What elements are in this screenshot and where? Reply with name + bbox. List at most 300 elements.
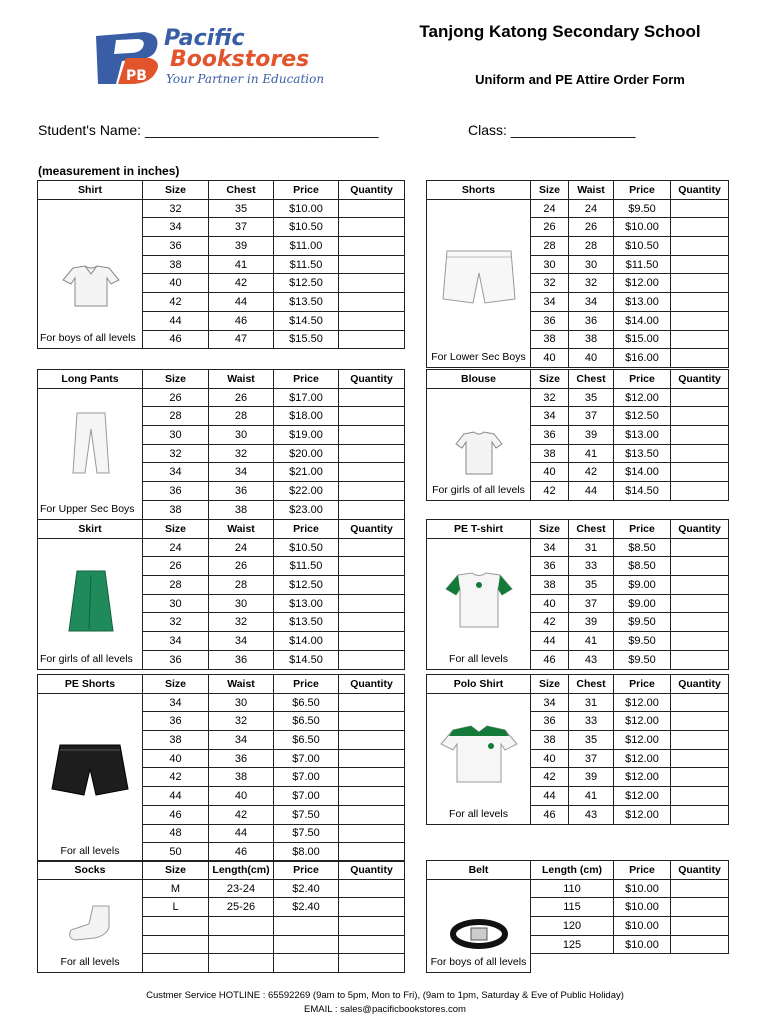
table-header-row [427, 370, 729, 389]
price-cell: $7.00 [274, 749, 339, 768]
quantity-cell[interactable] [339, 538, 405, 557]
quantity-cell[interactable] [671, 349, 729, 368]
quantity-cell[interactable] [671, 274, 729, 293]
quantity-cell[interactable] [339, 330, 405, 349]
header-cell: Waist [209, 370, 274, 389]
price-cell: $13.00 [614, 426, 671, 445]
class-field[interactable]: Class: ________________ [468, 122, 636, 138]
price-cell: $8.50 [614, 557, 671, 576]
quantity-cell[interactable] [671, 330, 729, 349]
quantity-cell[interactable] [671, 632, 729, 651]
quantity-cell[interactable] [671, 576, 729, 595]
pe-shorts-table [37, 674, 405, 862]
quantity-cell[interactable] [339, 954, 405, 973]
header-cell: Price [274, 861, 339, 880]
price-cell: $7.00 [274, 787, 339, 806]
price-cell [274, 935, 339, 954]
quantity-cell[interactable] [339, 557, 405, 576]
header-cell: Shorts [427, 181, 531, 200]
quantity-cell[interactable] [671, 898, 729, 917]
skirt-image [67, 569, 115, 633]
polo-shirt-image [439, 724, 519, 784]
price-cell: $10.00 [614, 898, 671, 917]
quantity-cell[interactable] [671, 787, 729, 806]
header-cell: Size [531, 520, 569, 539]
table-row [38, 879, 405, 898]
header-cell: Belt [427, 861, 531, 880]
size-cell: 42 [531, 482, 569, 501]
table-row [427, 199, 729, 218]
size-cell: 44 [143, 787, 209, 806]
form-title: Uniform and PE Attire Order Form [475, 72, 685, 87]
quantity-cell[interactable] [671, 879, 729, 898]
quantity-cell[interactable] [339, 917, 405, 936]
table-header-row [427, 181, 729, 200]
measure-cell: 36 [209, 482, 274, 501]
quantity-cell[interactable] [339, 576, 405, 595]
measure-cell: 46 [209, 843, 274, 862]
price-cell: $6.50 [274, 731, 339, 750]
size-cell: 36 [531, 557, 569, 576]
measure-cell: 31 [569, 693, 614, 712]
shorts-image-cell [427, 199, 531, 367]
header-cell: Skirt [38, 520, 143, 539]
quantity-cell[interactable] [671, 463, 729, 482]
price-cell: $6.50 [274, 693, 339, 712]
size-cell [143, 954, 209, 973]
price-cell: $12.00 [614, 805, 671, 824]
measure-cell: 37 [569, 594, 614, 613]
price-cell: $13.50 [274, 293, 339, 312]
size-cell: 34 [531, 407, 569, 426]
size-cell: 32 [143, 199, 209, 218]
price-cell: $12.00 [614, 712, 671, 731]
price-cell: $12.00 [614, 749, 671, 768]
measure-cell: 37 [569, 749, 614, 768]
shirt-table [37, 180, 405, 349]
quantity-cell[interactable] [671, 731, 729, 750]
size-cell: 44 [531, 787, 569, 806]
table-header-row [427, 520, 729, 539]
measure-cell: 30 [209, 426, 274, 445]
quantity-cell[interactable] [339, 632, 405, 651]
quantity-cell[interactable] [671, 594, 729, 613]
price-cell: $10.00 [614, 879, 671, 898]
quantity-cell[interactable] [671, 805, 729, 824]
measure-cell: 26 [209, 388, 274, 407]
size-cell: 44 [531, 632, 569, 651]
price-cell: $12.00 [614, 693, 671, 712]
price-cell: $2.40 [274, 898, 339, 917]
size-cell: 34 [143, 693, 209, 712]
size-cell: 30 [143, 594, 209, 613]
header-cell: Length (cm) [531, 861, 614, 880]
availability-note: For girls of all levels [40, 652, 133, 665]
price-cell: $11.50 [614, 255, 671, 274]
price-cell: $17.00 [274, 388, 339, 407]
price-cell: $9.00 [614, 594, 671, 613]
availability-note: For Upper Sec Boys [40, 502, 135, 515]
quantity-cell[interactable] [671, 917, 729, 936]
price-cell: $11.00 [274, 237, 339, 256]
size-cell: 32 [143, 613, 209, 632]
size-cell: 34 [143, 218, 209, 237]
size-cell [143, 917, 209, 936]
quantity-cell[interactable] [339, 274, 405, 293]
size-cell: 36 [531, 426, 569, 445]
quantity-cell[interactable] [339, 407, 405, 426]
measure-cell: 43 [569, 650, 614, 669]
shirt-image-cell [38, 199, 143, 349]
header-cell: Length(cm) [209, 861, 274, 880]
size-cell: 46 [531, 650, 569, 669]
quantity-cell[interactable] [339, 805, 405, 824]
size-cell: 40 [531, 749, 569, 768]
length-cell: 110 [531, 879, 614, 898]
table-header-row [427, 675, 729, 694]
quantity-cell[interactable] [671, 650, 729, 669]
price-cell: $7.50 [274, 805, 339, 824]
quantity-cell[interactable] [339, 500, 405, 519]
belt-table [426, 860, 729, 973]
polo-shirt-image-cell [427, 693, 531, 824]
size-cell: 36 [143, 650, 209, 669]
price-cell: $10.00 [614, 917, 671, 936]
quantity-cell[interactable] [671, 613, 729, 632]
quantity-cell[interactable] [671, 444, 729, 463]
measure-cell: 24 [209, 538, 274, 557]
measure-cell: 39 [209, 237, 274, 256]
empty-cell [531, 954, 614, 972]
price-cell: $11.50 [274, 557, 339, 576]
size-cell: 40 [531, 349, 569, 368]
quantity-cell[interactable] [339, 388, 405, 407]
measure-cell: 30 [209, 693, 274, 712]
belt-image [449, 918, 509, 950]
size-cell: 32 [143, 444, 209, 463]
header-cell: Shirt [38, 181, 143, 200]
price-cell: $10.00 [614, 218, 671, 237]
quantity-cell[interactable] [339, 693, 405, 712]
size-cell: 34 [143, 463, 209, 482]
price-cell: $8.50 [614, 538, 671, 557]
size-cell: 28 [531, 237, 569, 256]
quantity-cell[interactable] [339, 879, 405, 898]
length-cell: 115 [531, 898, 614, 917]
measure-cell [209, 935, 274, 954]
measure-cell: 36 [209, 749, 274, 768]
size-cell: 42 [531, 613, 569, 632]
header-cell: Size [143, 675, 209, 694]
table-row [38, 693, 405, 712]
quantity-cell[interactable] [671, 255, 729, 274]
availability-note: For boys of all levels [430, 955, 527, 968]
price-cell: $14.50 [274, 311, 339, 330]
measure-cell: 41 [569, 787, 614, 806]
empty-cell [671, 954, 729, 972]
measure-cell: 35 [569, 731, 614, 750]
quantity-cell[interactable] [671, 388, 729, 407]
price-cell: $13.50 [274, 613, 339, 632]
price-cell: $9.50 [614, 613, 671, 632]
measure-cell: 39 [569, 426, 614, 445]
size-cell: 46 [531, 805, 569, 824]
availability-note: For all levels [60, 956, 120, 969]
shorts-table [426, 180, 729, 368]
measure-cell: 31 [569, 538, 614, 557]
header-cell: Chest [209, 181, 274, 200]
price-cell: $12.00 [614, 388, 671, 407]
quantity-cell[interactable] [339, 843, 405, 862]
quantity-cell[interactable] [671, 557, 729, 576]
quantity-cell[interactable] [339, 255, 405, 274]
table-row [427, 879, 729, 898]
student-name-field[interactable]: Student's Name: ______________________________ [38, 122, 379, 138]
quantity-cell[interactable] [339, 482, 405, 501]
measure-cell: 25-26 [209, 898, 274, 917]
pe-tshirt-table [426, 519, 729, 670]
measure-cell: 44 [209, 824, 274, 843]
size-cell: 24 [143, 538, 209, 557]
quantity-cell[interactable] [671, 482, 729, 501]
quantity-cell[interactable] [339, 898, 405, 917]
size-cell: 50 [143, 843, 209, 862]
header-cell: Quantity [671, 675, 729, 694]
price-cell: $7.00 [274, 768, 339, 787]
header-cell: Size [143, 370, 209, 389]
length-cell: 120 [531, 917, 614, 936]
long-pants-image-cell [38, 388, 143, 519]
footer-email[interactable]: EMAIL : sales@pacificbookstores.com [304, 1004, 466, 1015]
size-cell: 24 [531, 199, 569, 218]
pb-monogram-icon [86, 28, 166, 88]
price-cell: $13.00 [614, 293, 671, 312]
school-name: Tanjong Katong Secondary School [419, 22, 701, 41]
measure-cell: 28 [569, 237, 614, 256]
quantity-cell[interactable] [339, 712, 405, 731]
size-cell: 38 [531, 330, 569, 349]
measure-cell: 44 [209, 293, 274, 312]
quantity-cell[interactable] [671, 935, 729, 954]
header-cell: Price [614, 181, 671, 200]
size-cell: 30 [143, 426, 209, 445]
quantity-cell[interactable] [339, 787, 405, 806]
header-cell: Blouse [427, 370, 531, 389]
empty-cell [614, 954, 671, 972]
quantity-cell[interactable] [339, 768, 405, 787]
measure-cell: 26 [569, 218, 614, 237]
price-cell: $6.50 [274, 712, 339, 731]
shorts-image [439, 247, 519, 305]
header-cell: Chest [569, 370, 614, 389]
table-row [427, 388, 729, 407]
quantity-cell[interactable] [671, 693, 729, 712]
price-cell: $22.00 [274, 482, 339, 501]
header-cell: Price [274, 181, 339, 200]
measure-cell: 40 [569, 349, 614, 368]
quantity-cell[interactable] [339, 218, 405, 237]
size-cell: 34 [143, 632, 209, 651]
size-cell: 34 [531, 693, 569, 712]
size-cell: 36 [143, 712, 209, 731]
price-cell: $16.00 [614, 349, 671, 368]
price-cell: $14.00 [614, 463, 671, 482]
measure-cell: 26 [209, 557, 274, 576]
price-cell: $12.00 [614, 768, 671, 787]
size-cell: 38 [531, 444, 569, 463]
price-cell: $9.50 [614, 199, 671, 218]
size-cell: 26 [531, 218, 569, 237]
price-cell: $14.00 [274, 632, 339, 651]
header-cell: Quantity [671, 181, 729, 200]
header-cell: Long Pants [38, 370, 143, 389]
quantity-cell[interactable] [339, 293, 405, 312]
skirt-table [37, 519, 405, 670]
quantity-cell[interactable] [339, 824, 405, 843]
quantity-cell[interactable] [339, 594, 405, 613]
size-cell: 46 [143, 805, 209, 824]
availability-note: For all levels [60, 844, 120, 857]
measure-cell: 36 [209, 650, 274, 669]
size-cell: 40 [531, 594, 569, 613]
header-cell: Price [614, 520, 671, 539]
size-cell: 34 [531, 538, 569, 557]
size-cell: 32 [531, 274, 569, 293]
quantity-cell[interactable] [671, 199, 729, 218]
price-cell: $15.00 [614, 330, 671, 349]
table-header-row [38, 181, 405, 200]
quantity-cell[interactable] [671, 538, 729, 557]
quantity-cell[interactable] [671, 293, 729, 312]
availability-note: For all levels [449, 652, 508, 665]
quantity-cell[interactable] [671, 712, 729, 731]
header-cell: Quantity [339, 370, 405, 389]
measure-cell: 32 [209, 613, 274, 632]
size-cell: 42 [531, 768, 569, 787]
measurement-note: (measurement in inches) [38, 164, 180, 178]
price-cell: $20.00 [274, 444, 339, 463]
socks-table [37, 860, 405, 973]
size-cell: M [143, 879, 209, 898]
price-cell: $9.50 [614, 632, 671, 651]
quantity-cell[interactable] [339, 311, 405, 330]
size-cell: 36 [143, 482, 209, 501]
measure-cell: 47 [209, 330, 274, 349]
pe-tshirt-image-cell [427, 538, 531, 669]
quantity-cell[interactable] [339, 613, 405, 632]
quantity-cell[interactable] [339, 444, 405, 463]
measure-cell: 28 [209, 407, 274, 426]
brand-tagline: Your Partner in Education [166, 72, 325, 86]
header-cell: Size [531, 181, 569, 200]
table-row [427, 693, 729, 712]
price-cell: $12.50 [614, 407, 671, 426]
price-cell: $23.00 [274, 500, 339, 519]
header-cell: Price [614, 370, 671, 389]
size-cell: 38 [531, 576, 569, 595]
header-cell: Price [274, 675, 339, 694]
header-cell: Quantity [339, 520, 405, 539]
measure-cell: 44 [569, 482, 614, 501]
header-cell: PE T-shirt [427, 520, 531, 539]
measure-cell: 28 [209, 576, 274, 595]
belt-image-cell [427, 879, 531, 972]
measure-cell [209, 917, 274, 936]
header-cell: Size [143, 181, 209, 200]
measure-cell: 32 [209, 444, 274, 463]
brand-logo [86, 28, 326, 88]
price-cell [274, 917, 339, 936]
size-cell: 38 [143, 255, 209, 274]
header-cell: Socks [38, 861, 143, 880]
quantity-cell[interactable] [671, 237, 729, 256]
size-cell: 36 [531, 311, 569, 330]
blouse-image [454, 430, 504, 476]
quantity-cell[interactable] [671, 426, 729, 445]
price-cell: $11.50 [274, 255, 339, 274]
price-cell: $10.00 [614, 935, 671, 954]
quantity-cell[interactable] [671, 768, 729, 787]
quantity-cell[interactable] [671, 311, 729, 330]
length-cell: 125 [531, 935, 614, 954]
price-cell: $2.40 [274, 879, 339, 898]
quantity-cell[interactable] [339, 749, 405, 768]
header-cell: Price [614, 861, 671, 880]
availability-note: For all levels [449, 807, 508, 820]
measure-cell: 35 [569, 388, 614, 407]
quantity-cell[interactable] [671, 407, 729, 426]
measure-cell: 41 [569, 444, 614, 463]
quantity-cell[interactable] [339, 731, 405, 750]
price-cell: $13.00 [274, 594, 339, 613]
price-cell: $7.50 [274, 824, 339, 843]
size-cell: 28 [143, 407, 209, 426]
skirt-image-cell [38, 538, 143, 669]
measure-cell [209, 954, 274, 973]
measure-cell: 33 [569, 712, 614, 731]
measure-cell: 30 [569, 255, 614, 274]
price-cell: $9.00 [614, 576, 671, 595]
quantity-cell[interactable] [671, 218, 729, 237]
size-cell: 44 [143, 311, 209, 330]
size-cell: 36 [143, 237, 209, 256]
size-cell: 38 [143, 500, 209, 519]
price-cell: $10.50 [274, 218, 339, 237]
size-cell: 38 [531, 731, 569, 750]
quantity-cell[interactable] [339, 650, 405, 669]
pe-shorts-image [50, 741, 130, 797]
quantity-cell[interactable] [339, 426, 405, 445]
size-cell: 48 [143, 824, 209, 843]
table-header-row [427, 861, 729, 880]
quantity-cell[interactable] [339, 463, 405, 482]
quantity-cell[interactable] [339, 199, 405, 218]
quantity-cell[interactable] [671, 749, 729, 768]
quantity-cell[interactable] [339, 237, 405, 256]
size-cell: 40 [531, 463, 569, 482]
table-header-row [38, 675, 405, 694]
table-row [427, 538, 729, 557]
header-cell: Chest [569, 675, 614, 694]
size-cell: 46 [143, 330, 209, 349]
quantity-cell[interactable] [339, 935, 405, 954]
brand-name-bookstores: Bookstores [170, 47, 310, 72]
measure-cell: 24 [569, 199, 614, 218]
price-cell: $12.00 [614, 274, 671, 293]
measure-cell: 34 [569, 293, 614, 312]
footer-hotline: Custmer Service HOTLINE : 65592269 (9am to 5pm, Mon to Fri), (9am to 1pm, Saturday & Eve of Public Holiday) [146, 990, 624, 1001]
table-row [38, 538, 405, 557]
